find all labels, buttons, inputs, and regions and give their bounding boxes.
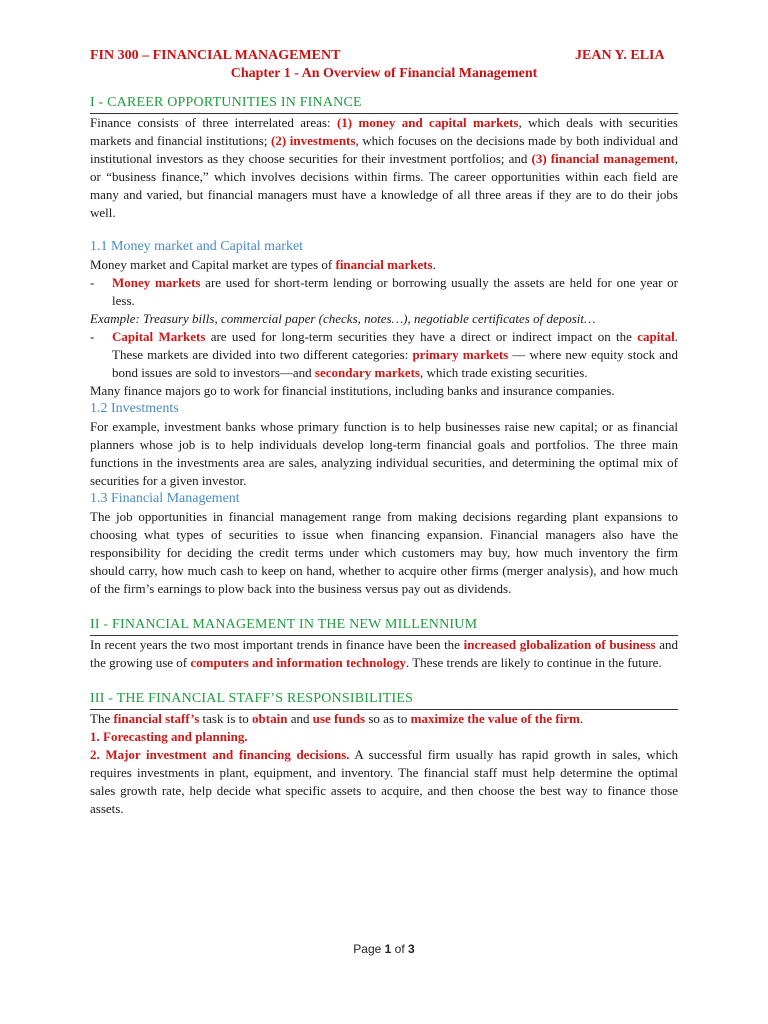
author-name: JEAN Y. ELIA	[575, 48, 665, 63]
item-forecasting: 1. Forecasting and planning.	[90, 729, 248, 744]
page-number: Page 1 of 3	[353, 942, 415, 956]
bullet-money-markets: - Money markets are used for short-term lending or borrowing usually the assets are held for one year or less.	[90, 275, 678, 308]
subsection-1-1-intro: Money market and Capital market are types of financial markets.	[90, 257, 436, 272]
bullet-capital-markets: - Capital Markets are used for long-term securities they have a direct or indirect impact on the capital. These markets are divided into two different categories: primary markets — where new equity stock and bond issues are sold to investors—and secondary markets, which trade existing securities.	[90, 329, 678, 380]
course-title: FIN 300 – FINANCIAL MANAGEMENT	[90, 48, 341, 63]
item-investment-decisions: 2. Major investment and financing decisions. A successful firm usually has rapid growth in sales, which requires investments in plant, equipment, and inventory. The financial staff must help determine the optimal sales growth rate, help decide what specific assets to acquire, and then choose the best way to finance those assets.	[90, 747, 678, 816]
subsection-1-3-paragraph: The job opportunities in financial management range from making decisions regarding plant expansions to choosing what types of securities to issue when financing expansion. Financial managers also have the responsibility for deciding the credit terms under which customers may buy, how much inventory the firm should carry, how much cash to keep on hand, whether to acquire other firms (merger analysis), and how much of the firm’s earnings to plow back into the business versus pay out as dividends.	[90, 509, 678, 596]
subsection-1-2-paragraph: For example, investment banks whose primary function is to help businesses raise new capital; or as financial planners whose job is to help individuals develop long-term financial goals and portfolios. The three main functions in the investments area are sales, analyzing individual securities, and determining the optimal mix of securities for a given investor.	[90, 419, 678, 488]
section-1-heading: I - CAREER OPPORTUNITIES IN FINANCE	[90, 94, 678, 114]
subsection-1-1-heading: 1.1 Money market and Capital market	[90, 239, 304, 254]
chapter-title: Chapter 1 - An Overview of Financial Management	[230, 66, 538, 81]
subsection-1-3-heading: 1.3 Financial Management	[90, 491, 240, 506]
section-2-heading: II - FINANCIAL MANAGEMENT IN THE NEW MILLENNIUM	[90, 616, 678, 636]
document-body	[90, 94, 678, 818]
section-2-paragraph: In recent years the two most important trends in finance have been the increased globalization of business and the growing use of computers and information technology. These trends are likely to continue in the future.	[90, 637, 679, 670]
section-3-intro: The financial staff’s task is to obtain and use funds so as to maximize the value of the firm.	[90, 711, 584, 726]
example-text: Example: Treasury bills, commercial paper (checks, notes…), negotiable certificates of deposit…	[90, 311, 596, 326]
subsection-1-2-heading: 1.2 Investments	[90, 401, 179, 416]
section-3-heading: III - THE FINANCIAL STAFF’S RESPONSIBILITIES	[90, 690, 678, 710]
section-1-paragraph: Finance consists of three interrelated areas: (1) money and capital markets, which deals with securities markets and financial institutions; (2) investments, which focuses on the decisions made by both individual and institutional investors as they choose securities for their investment portfolios; and (3) financial management, or “business finance,” which involves decisions within firms. The career opportunities within each field are many and varied, but financial managers must have a knowledge of all three areas if they are to do their jobs well.	[90, 115, 679, 220]
subsection-1-1-closing: Many finance majors go to work for financial institutions, including banks and insurance companies.	[90, 383, 615, 398]
